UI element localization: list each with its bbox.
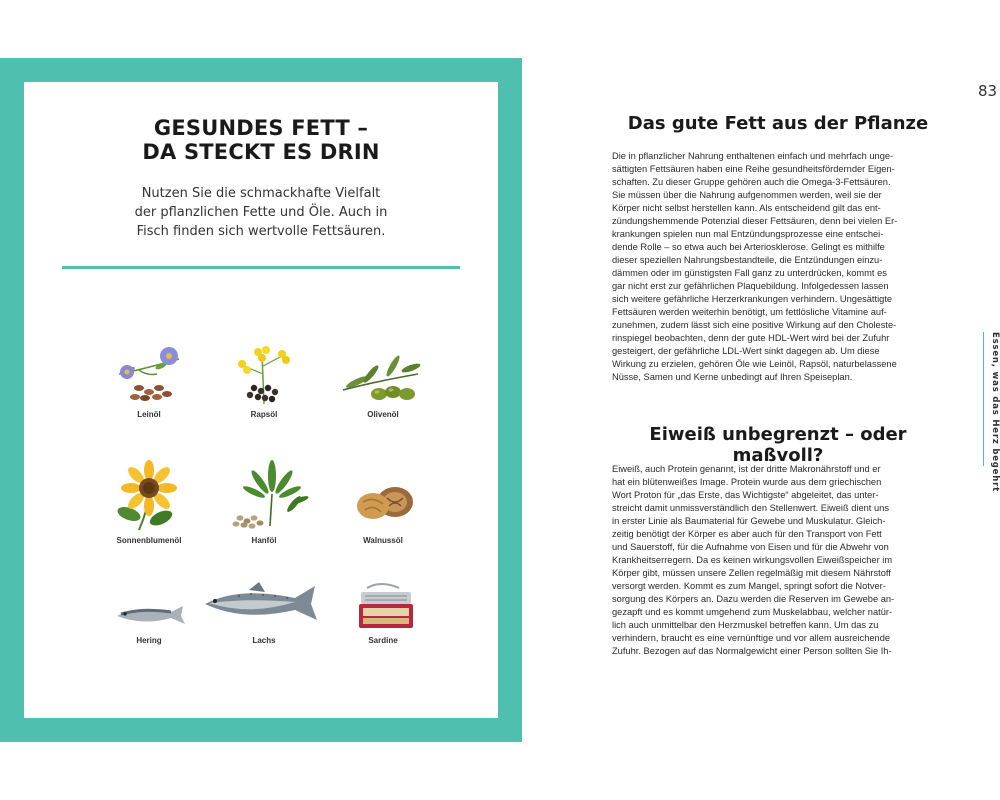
section-heading: Das gute Fett aus der Pflanze (627, 113, 929, 134)
food-item-label: Lachs (252, 636, 276, 645)
food-item-walnut-oil (318, 460, 448, 545)
food-item-sardine (318, 578, 448, 645)
text-line: dende Rolle – so etwa auch bei Arteriosklerose. Gelingt es mithilfe (612, 242, 885, 252)
rapeseed-icon (214, 344, 314, 406)
food-item-hemp-oil (199, 460, 329, 545)
text-line: Körper gibt, müssen unsere Zellen regelmäßig mit diesem Nährstoff (612, 568, 891, 578)
text-line: zunehmen, zudem lässt sich eine positive Wirkung auf den Choleste- (612, 320, 897, 330)
text-line: zündungshemmende Potenzial dieser Fettsäuren, denn bei vielen Er- (612, 216, 898, 226)
text-line: zeitig benötigt der Körper es aber auch für den Transport von Fett (612, 529, 882, 539)
food-item-sunflower-oil (84, 460, 214, 545)
text-line: Zufuhr. Bezogen auf das Normalgewicht einer Person sollten Sie Ih- (612, 646, 892, 656)
food-item-label: Hering (136, 636, 162, 645)
text-line: in erster Linie als Baumaterial für Gewebe und Muskulatur. Gleich- (612, 516, 886, 526)
text-line: krankungen spielen nun mal Entzündungsprozesse eine entschei- (612, 229, 884, 239)
text-line: Sie müssen über die Nahrung aufgenommen werden, weil sie der (612, 190, 882, 200)
section-body (612, 150, 946, 384)
text-line: sich weitere gefährliche Herzerkrankungen verhindern. Ungesättigte (612, 294, 893, 304)
food-item-label: Rapsöl (250, 410, 278, 419)
food-item-linseed-oil (84, 344, 214, 419)
text-line: und Sauerstoff, für die Aufnahme von Eisen und für die Abwehr von (612, 542, 889, 552)
text-line: dieser speziellen Nahrungsbestandteile, die Entzündungen einzu- (612, 255, 883, 265)
food-item-herring (84, 590, 214, 645)
text-line: streicht damit unmissverständlich den Stellenwert. Eiweiß dient uns (612, 503, 889, 513)
divider (62, 266, 460, 269)
info-box-frame (0, 58, 522, 742)
food-item-label: Hanföl (251, 536, 277, 545)
text-line: dämmen oder im günstigsten Fall ganz zu unterdrücken, kommt es (612, 268, 887, 278)
text-line: Die in pflanzlicher Nahrung enthaltenen einfach und mehrfach unge- (612, 151, 894, 161)
food-item-label: Olivenöl (367, 410, 399, 419)
text-line: Wirkung zu erzielen, gehören Öle wie Leinöl, Rapsöl, naturbelassene (612, 359, 897, 369)
olive-icon (333, 344, 433, 406)
text-line: gesteigert, der gefährliche LDL-Wert sinkt dagegen ab. Um diese (612, 346, 880, 356)
text-line: Eiweiß, auch Protein genannt, ist der dritte Makronährstoff und er (612, 464, 881, 474)
text-line: Körper nicht selbst herstellen kann. Als entscheidend gilt das ent- (612, 203, 881, 213)
section-body (612, 463, 946, 658)
text-line: Fettsäuren werden weiterhin benötigt, um fettlösliche Vitamine auf- (612, 307, 887, 317)
text-line: Krankheitserregern. Da es keinen wirkungsvollen Eiweißspeicher im (612, 555, 893, 565)
flax-icon (99, 344, 199, 406)
text-line: schaften. Zu dieser Gruppe gehören auch die Omega-3-Fettsäuren. (612, 177, 891, 187)
hemp-icon (214, 460, 314, 532)
food-item-rapeseed-oil (199, 344, 329, 419)
chapter-tab-line (983, 332, 984, 466)
text-line: rinspiegel beobachten, denn der gute HDL-Wert wird bei der Zufuhr (612, 333, 890, 343)
food-item-olive-oil (318, 344, 448, 419)
food-item-salmon (199, 576, 329, 645)
herring-icon (99, 590, 199, 632)
text-line: sättigten Fettsäuren haben eine Reihe gesundheitsfördernder Eigen- (612, 164, 895, 174)
text-line: sorgung des Körpers an. Dazu werden die Reserven im Gewebe an- (612, 594, 895, 604)
info-box-title-line: GESUNDES FETT – (153, 116, 369, 140)
page-number: 83 (978, 82, 998, 100)
text-line: Wort Proton für „das Erste, das Wichtigste“ abgeleitet, das unter- (612, 490, 879, 500)
food-item-label: Leinöl (137, 410, 161, 419)
walnut-icon (333, 460, 433, 532)
info-box-intro: Nutzen Sie die schmackhafte Vielfalt der pflanzlichen Fette und Öle. Auch in Fisch finden sich wertvolle Fettsäuren. (134, 186, 388, 239)
text-line: Nüsse, Samen und Kerne unbedingt auf Ihren Speiseplan. (612, 372, 853, 382)
text-line: lich auch unmittelbar den Herzmuskel betreffen kann. Um das zu (612, 620, 879, 630)
chapter-tab-label: Essen, was das Herz begehrt (990, 332, 1000, 492)
info-box-title-line: DA STECKT ES DRIN (142, 140, 380, 164)
food-item-label: Sonnenblumenöl (116, 536, 182, 545)
text-line: gar nicht erst zur gefährlichen Plaquebildung. Infolgedessen lassen (612, 281, 889, 291)
section-heading: Eiweiß unbegrenzt – oder maßvoll? (649, 424, 907, 466)
text-line: hat ein blütenweißes Image. Protein wurde aus dem griechischen (612, 477, 882, 487)
salmon-icon (199, 576, 329, 632)
food-item-label: Walnussöl (363, 536, 403, 545)
sardine-can-icon (333, 578, 433, 632)
sunflower-icon (99, 460, 199, 532)
text-line: verhindern, braucht es eine vernünftige und vor allem ausreichende (612, 633, 891, 643)
food-item-label: Sardine (368, 636, 398, 645)
info-box (24, 82, 498, 718)
text-line: gezapft und es kommt umgehend zum Muskelabbau, welcher natür- (612, 607, 893, 617)
text-line: versorgt werden. Kommt es zum Mangel, springt sofort die Notver- (612, 581, 886, 591)
